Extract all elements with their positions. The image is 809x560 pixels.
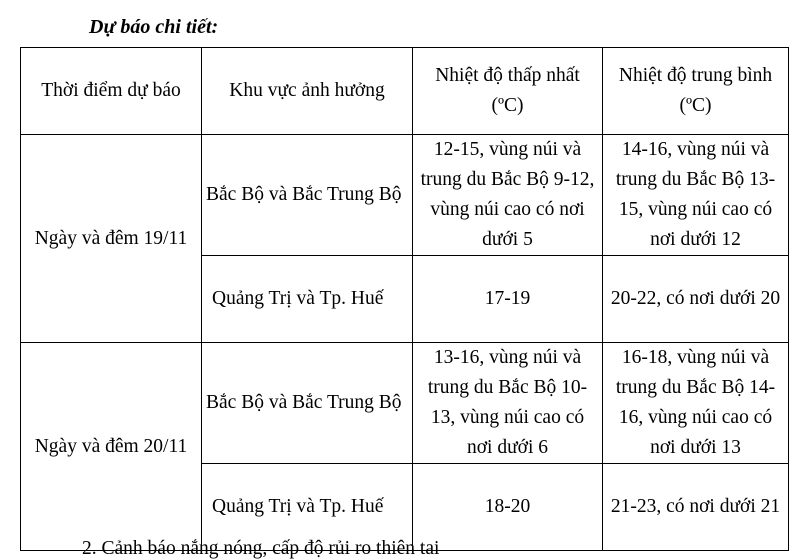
header-affected-area: Khu vực ảnh hưởng [202,48,413,135]
min-temp-cell: 18-20 [413,464,603,551]
cut-off-next-section: 2. Cảnh báo nắng nóng, cấp độ rủi ro thiên tai [82,538,440,559]
min-temp-cell: 13-16, vùng núi và trung du Bắc Bộ 10-13, vùng núi cao có nơi dưới 6 [413,343,603,464]
forecast-time-cell: Ngày và đêm 20/11 [21,343,202,551]
avg-temp-cell: 21-23, có nơi dưới 21 [603,464,789,551]
avg-temp-cell: 14-16, vùng núi và trung du Bắc Bộ 13-15, vùng núi cao có nơi dưới 12 [603,135,789,256]
area-cell: Quảng Trị và Tp. Huế [202,464,413,551]
table-header-row [21,48,789,135]
forecast-time-cell: Ngày và đêm 19/11 [21,135,202,343]
avg-temp-cell: 20-22, có nơi dưới 20 [603,256,789,343]
area-cell: Bắc Bộ và Bắc Trung Bộ [202,135,413,256]
min-temp-cell: 12-15, vùng núi và trung du Bắc Bộ 9-12, vùng núi cao có nơi dưới 5 [413,135,603,256]
header-min-temp: Nhiệt độ thấp nhất (ºC) [413,48,603,135]
table-row [21,135,789,256]
section-heading: Dự báo chi tiết: [89,16,219,38]
min-temp-cell: 17-19 [413,256,603,343]
area-cell: Bắc Bộ và Bắc Trung Bộ [202,343,413,464]
table-row [21,343,789,464]
header-forecast-time: Thời điểm dự báo [21,48,202,135]
header-avg-temp: Nhiệt độ trung bình (ºC) [603,48,789,135]
forecast-table [20,47,789,551]
avg-temp-cell: 16-18, vùng núi và trung du Bắc Bộ 14-16, vùng núi cao có nơi dưới 13 [603,343,789,464]
area-cell: Quảng Trị và Tp. Huế [202,256,413,343]
